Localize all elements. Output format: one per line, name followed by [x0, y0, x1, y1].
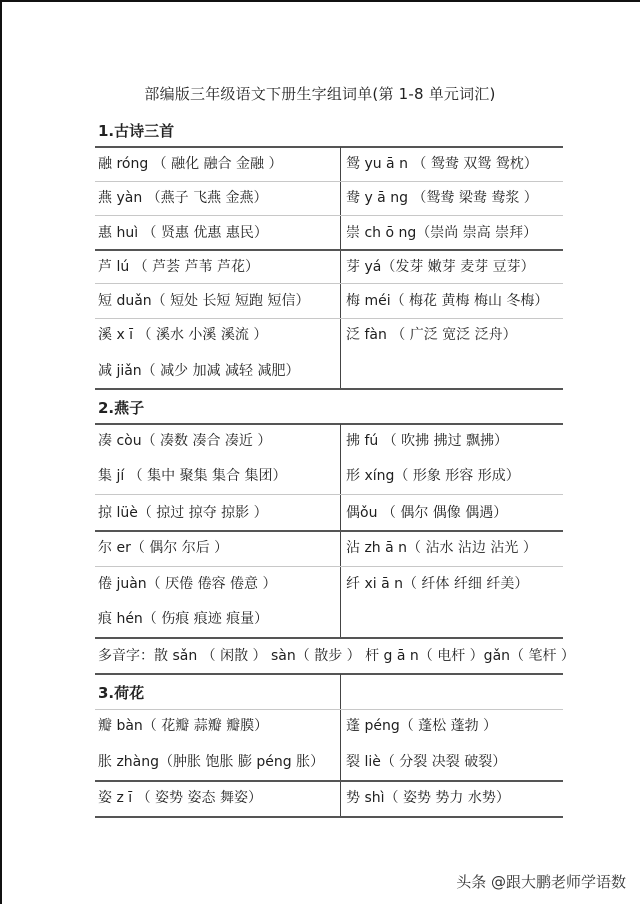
row-rule	[95, 283, 563, 284]
row-rule	[95, 249, 563, 251]
vocab-entry: 势 shì（ 姿势 势力 水势）	[346, 790, 510, 806]
vocab-entry: 泛 fàn （ 广泛 宽泛 泛舟）	[346, 327, 517, 343]
polyphonic-note: 多音字：散 sǎn （ 闲散 ） sàn（ 散步 ） 杆 g ā n（ 电杆 ）gǎn（ 笔杆 ）	[98, 648, 575, 664]
vocab-entry: 惠 huì （ 贤惠 优惠 惠民）	[98, 225, 268, 241]
vocab-entry: 倦 juàn（ 厌倦 倦容 倦意 ）	[98, 576, 277, 592]
row-rule	[95, 780, 563, 782]
vocab-entry: 燕 yàn （燕子 飞燕 金燕）	[98, 190, 268, 206]
table-rule	[95, 146, 563, 148]
column-divider	[340, 147, 341, 389]
vocab-entry: 蓬 péng（ 蓬松 蓬勃 ）	[346, 718, 498, 734]
vocab-entry: 痕 hén（ 伤痕 痕迹 痕量）	[98, 611, 269, 627]
watermark: 头条 @跟大鹏老师学语数	[456, 873, 626, 891]
vocab-entry: 沾 zh ā n（ 沾水 沾边 沾光 ）	[346, 540, 537, 556]
row-rule	[95, 709, 563, 710]
vocab-entry: 减 jiǎn（ 减少 加减 减轻 减肥）	[98, 363, 300, 379]
table-rule	[95, 388, 563, 390]
vocab-entry: 偶ǒu （ 偶尔 偶像 偶遇）	[346, 505, 508, 521]
vocab-entry: 融 róng （ 融化 融合 金融 ）	[98, 156, 283, 172]
vocab-entry: 凑 còu（ 凑数 凑合 凑近 ）	[98, 433, 272, 449]
vocab-entry: 姿 z ī （ 姿势 姿态 舞姿）	[98, 790, 262, 806]
row-rule	[95, 215, 563, 216]
vocab-entry: 纤 xi ā n（ 纤体 纤细 纤美）	[346, 576, 529, 592]
vocab-entry: 裂 liè（ 分裂 决裂 破裂）	[346, 754, 507, 770]
vocab-entry: 拂 fú （ 吹拂 拂过 飘拂）	[346, 433, 509, 449]
vocab-entry: 瓣 bàn（ 花瓣 蒜瓣 瓣膜）	[98, 718, 269, 734]
vocab-entry: 崇 ch ō ng（崇尚 崇高 崇拜）	[346, 225, 538, 241]
table-rule	[95, 673, 563, 675]
vocab-entry: 短 duǎn（ 短处 长短 短跑 短信）	[98, 293, 310, 309]
section-heading-3: 3.荷花	[98, 684, 145, 702]
row-rule	[95, 181, 563, 182]
vocab-entry: 形 xíng（ 形象 形容 形成）	[346, 468, 520, 484]
vocab-entry: 溪 x ī （ 溪水 小溪 溪流 ）	[98, 327, 268, 343]
row-rule	[95, 530, 563, 532]
table-rule	[95, 423, 563, 425]
vocab-entry: 集 jí （ 集中 聚集 集合 集团）	[98, 468, 287, 484]
vocab-entry: 掠 lüè（ 掠过 掠夺 掠影 ）	[98, 505, 268, 521]
row-rule	[95, 566, 563, 567]
vocab-entry: 梅 méi（ 梅花 黄梅 梅山 冬梅）	[346, 293, 549, 309]
vocab-entry: 芦 lú （ 芦荟 芦苇 芦花）	[98, 259, 260, 275]
table-rule	[95, 637, 563, 639]
vocab-entry: 鸳 yu ā n （ 鸳鸯 双鸳 鸳枕）	[346, 156, 538, 172]
section-heading-1: 1.古诗三首	[98, 122, 175, 140]
table-rule	[95, 816, 563, 818]
vocab-entry: 尔 er（ 偶尔 尔后 ）	[98, 540, 229, 556]
vocab-entry: 芽 yá（发芽 嫩芽 麦芽 豆芽）	[346, 259, 535, 275]
page-border-left	[0, 0, 2, 904]
section-heading-2: 2.燕子	[98, 399, 145, 417]
row-rule	[95, 318, 563, 319]
vocab-entry: 胀 zhàng（肿胀 饱胀 膨 péng 胀）	[98, 754, 325, 770]
row-rule	[95, 494, 563, 495]
page-border-top	[0, 0, 640, 2]
page-title: 部编版三年级语文下册生字组词单(第 1-8 单元词汇)	[144, 85, 496, 103]
vocab-entry: 鸯 y ā ng （鸳鸯 梁鸯 鸯浆 ）	[346, 190, 538, 206]
column-divider	[340, 674, 341, 817]
